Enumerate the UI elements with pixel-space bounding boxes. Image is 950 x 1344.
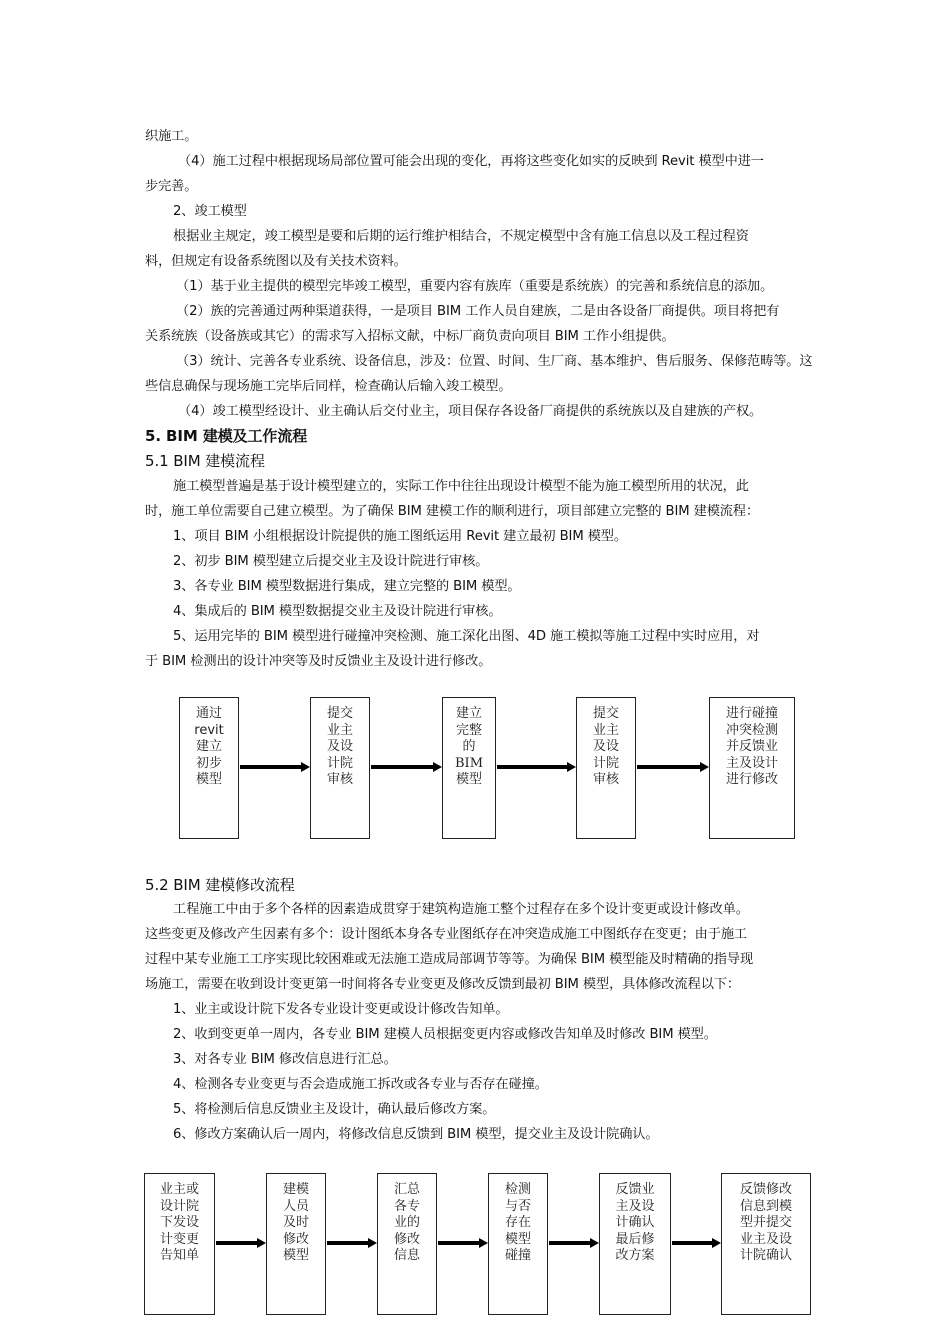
subsection-heading: 5.1 BIM 建模流程 <box>145 452 265 470</box>
box-text: 设计院 <box>159 1198 199 1214</box>
text-line: 6、修改方案确认后一周内，将修改信息反馈到 BIM 模型，提交业主及设计院确认。 <box>173 1127 659 1142</box>
box-text: 存在 <box>504 1215 531 1230</box>
box-text: 模型 <box>195 772 222 787</box>
box-text: 计院确认 <box>739 1248 792 1263</box>
section-heading: 5. BIM 建模及工作流程 <box>145 427 308 445</box>
text-line: 3、各专业 BIM 模型数据进行集成，建立完整的 BIM 模型。 <box>173 579 521 594</box>
text-line: 这些变更及修改产生因素有多个：设计图纸本身各专业图纸存在冲突造成施工中图纸存在变更；由于施工 <box>145 927 748 942</box>
box-text: 提交 <box>326 706 353 721</box>
box-text: 信息 <box>393 1248 420 1263</box>
box-text: 提交 <box>592 706 619 721</box>
box-text: 告知单 <box>159 1248 199 1263</box>
box-text: 信息到模 <box>739 1198 792 1214</box>
flow-arrow <box>240 762 310 772</box>
flow2-box-6 <box>721 1173 811 1315</box>
flow1-box-5 <box>709 697 795 839</box>
box-text: 建立 <box>455 706 482 721</box>
text-line: 1、项目 BIM 小组根据设计院提供的施工图纸运用 Revit 建立最初 BIM 模型。 <box>173 529 627 544</box>
flow2-box-1 <box>144 1173 215 1315</box>
box-text: 与否 <box>504 1198 531 1214</box>
box-text: 业的 <box>393 1215 420 1230</box>
box-text: 计确认 <box>615 1215 655 1230</box>
box-text: 计院 <box>592 755 619 771</box>
flow2-box-4 <box>488 1173 548 1315</box>
box-text: 冲突检测 <box>725 722 778 738</box>
box-text: 进行修改 <box>725 772 778 787</box>
box-text: 业主 <box>326 722 353 738</box>
box-text: 完整 <box>455 722 482 738</box>
flow2-box-2 <box>266 1173 326 1315</box>
box-text: BIM <box>455 755 483 771</box>
flow1-box-3 <box>442 697 496 839</box>
box-text: 碰撞 <box>504 1248 531 1263</box>
text-line: （4）竣工模型经设计、业主确认后交付业主，项目保存各设备厂商提供的系统族以及自建族的产权。 <box>178 404 763 419</box>
box-text: 模型 <box>282 1248 309 1263</box>
box-text: 反馈业 <box>615 1182 655 1197</box>
text-line: 于 BIM 检测出的设计冲突等及时反馈业主及设计进行修改。 <box>145 654 492 669</box>
flow-arrow <box>672 1238 721 1248</box>
box-text: 主及设计 <box>725 755 778 771</box>
box-text: 业主或 <box>159 1182 199 1197</box>
box-text: 及设 <box>592 739 619 754</box>
text-line: 关系统族（设备族或其它）的需求写入招标文献，中标厂商负责向项目 BIM 工作小组提供。 <box>145 329 675 344</box>
box-text: 建立 <box>195 739 222 754</box>
flow2-box-3 <box>377 1173 437 1315</box>
flow-arrow <box>327 1238 377 1248</box>
flow2-box-5 <box>599 1173 671 1315</box>
box-text: 汇总 <box>393 1182 420 1197</box>
text-line: 时，施工单位需要自己建立模型。为了确保 BIM 建模工作的顺利进行，项目部建立完整的 BIM 建模流程： <box>145 504 760 519</box>
text-line: 些信息确保与现场施工完毕后同样，检查确认后输入竣工模型。 <box>145 379 512 394</box>
text-line: 5、将检测后信息反馈业主及设计，确认最后修改方案。 <box>173 1102 496 1117</box>
text-line: 过程中某专业施工工序实现比较困难或无法施工造成局部调节等等。为确保 BIM 模型能及时精确的指导现 <box>145 952 754 967</box>
text-line: 3、对各专业 BIM 修改信息进行汇总。 <box>173 1052 397 1067</box>
box-text: 检测 <box>504 1182 531 1197</box>
flow1-box-2 <box>310 697 370 839</box>
flow-arrow <box>637 762 709 772</box>
box-text: 审核 <box>326 772 353 787</box>
box-text: 业主及设 <box>739 1231 792 1247</box>
text-line: 步完善。 <box>145 179 198 194</box>
text-line: 4、集成后的 BIM 模型数据提交业主及设计院进行审核。 <box>173 604 502 619</box>
text-line: （1）基于业主提供的模型完毕竣工模型，重要内容有族库（重要是系统族）的完善和系统信息的添加。 <box>176 279 774 294</box>
box-text: 进行碰撞 <box>725 706 778 721</box>
text-line: 4、检测各专业变更与否会造成施工拆改或各专业与否存在碰撞。 <box>173 1077 548 1092</box>
box-text: 审核 <box>592 772 619 787</box>
box-text: 模型 <box>455 772 482 787</box>
box-text: 各专 <box>393 1198 420 1214</box>
flow-arrow <box>497 762 576 772</box>
text-line: 工程施工中由于多个各样的因素造成贯穿于建筑构造施工整个过程存在多个设计变更或设计修改单。 <box>173 902 749 917</box>
box-text: 下发设 <box>159 1215 199 1230</box>
text-line: （3）统计、完善各专业系统、设备信息，涉及：位置、时间、生厂商、基本维护、售后服务、保修范畴等。这 <box>176 354 813 369</box>
text-line: 2、初步 BIM 模型建立后提交业主及设计院进行审核。 <box>173 554 489 569</box>
box-text: 及设 <box>326 739 353 754</box>
text-line: 2、竣工模型 <box>173 204 247 219</box>
box-text: 及时 <box>282 1215 309 1230</box>
box-text: 的 <box>462 739 476 754</box>
box-text: 通过 <box>195 706 222 721</box>
flow1-box-1 <box>179 697 239 839</box>
flow-arrow <box>371 762 442 772</box>
text-line: （4）施工过程中根据现场局部位置可能会出现的变化，再将这些变化如实的反映到 Revit 模型中进一 <box>178 154 764 169</box>
text-line: 施工模型普遍是基于设计模型建立的，实际工作中往往出现设计模型不能为施工模型所用的状况，此 <box>173 479 749 494</box>
box-text: 修改 <box>282 1231 309 1247</box>
box-text: 反馈修改 <box>739 1182 792 1197</box>
box-text: 人员 <box>282 1198 309 1214</box>
flow-arrow <box>438 1238 488 1248</box>
text-line: 根据业主规定，竣工模型是要和后期的运行维护相结合，不规定模型中含有施工信息以及工程过程资 <box>173 229 749 244</box>
box-text: 计院 <box>326 755 353 771</box>
box-text: 修改 <box>393 1231 420 1247</box>
box-text: 业主 <box>592 722 619 738</box>
text-line: 5、运用完毕的 BIM 模型进行碰撞冲突检测、施工深化出图、4D 施工模拟等施工过程中实时应用，对 <box>173 629 760 644</box>
box-text: 初步 <box>195 755 222 771</box>
text-line: 织施工。 <box>145 129 198 144</box>
subsection-heading: 5.2 BIM 建模修改流程 <box>145 876 295 894</box>
text-line: 2、收到变更单一周内，各专业 BIM 建模人员根据变更内容或修改告知单及时修改 BIM 模型。 <box>173 1027 717 1042</box>
box-text: 并反馈业 <box>725 739 778 754</box>
box-text: 计变更 <box>159 1231 199 1247</box>
flow1-box-4 <box>576 697 636 839</box>
box-text: 最后修 <box>615 1231 655 1247</box>
box-text: 主及设 <box>615 1198 655 1214</box>
box-text: 建模 <box>282 1182 309 1197</box>
box-text: 模型 <box>504 1231 531 1247</box>
box-text: 改方案 <box>615 1248 655 1263</box>
text-line: 场施工，需要在收到设计变更第一时间将各专业变更及修改反馈到最初 BIM 模型，具体修改流程以下： <box>145 977 740 992</box>
box-text: 型并提交 <box>739 1215 792 1230</box>
text-line: 1、业主或设计院下发各专业设计变更或设计修改告知单。 <box>173 1002 509 1017</box>
flow-arrow <box>216 1238 266 1248</box>
box-text: revit <box>194 722 224 738</box>
flow-arrow <box>549 1238 599 1248</box>
text-line: 料，但规定有设备系统图以及有关技术资料。 <box>145 254 407 269</box>
text-line: （2）族的完善通过两种渠道获得，一是项目 BIM 工作人员自建族，二是由各设备厂商提供。项目将把有 <box>176 304 780 319</box>
